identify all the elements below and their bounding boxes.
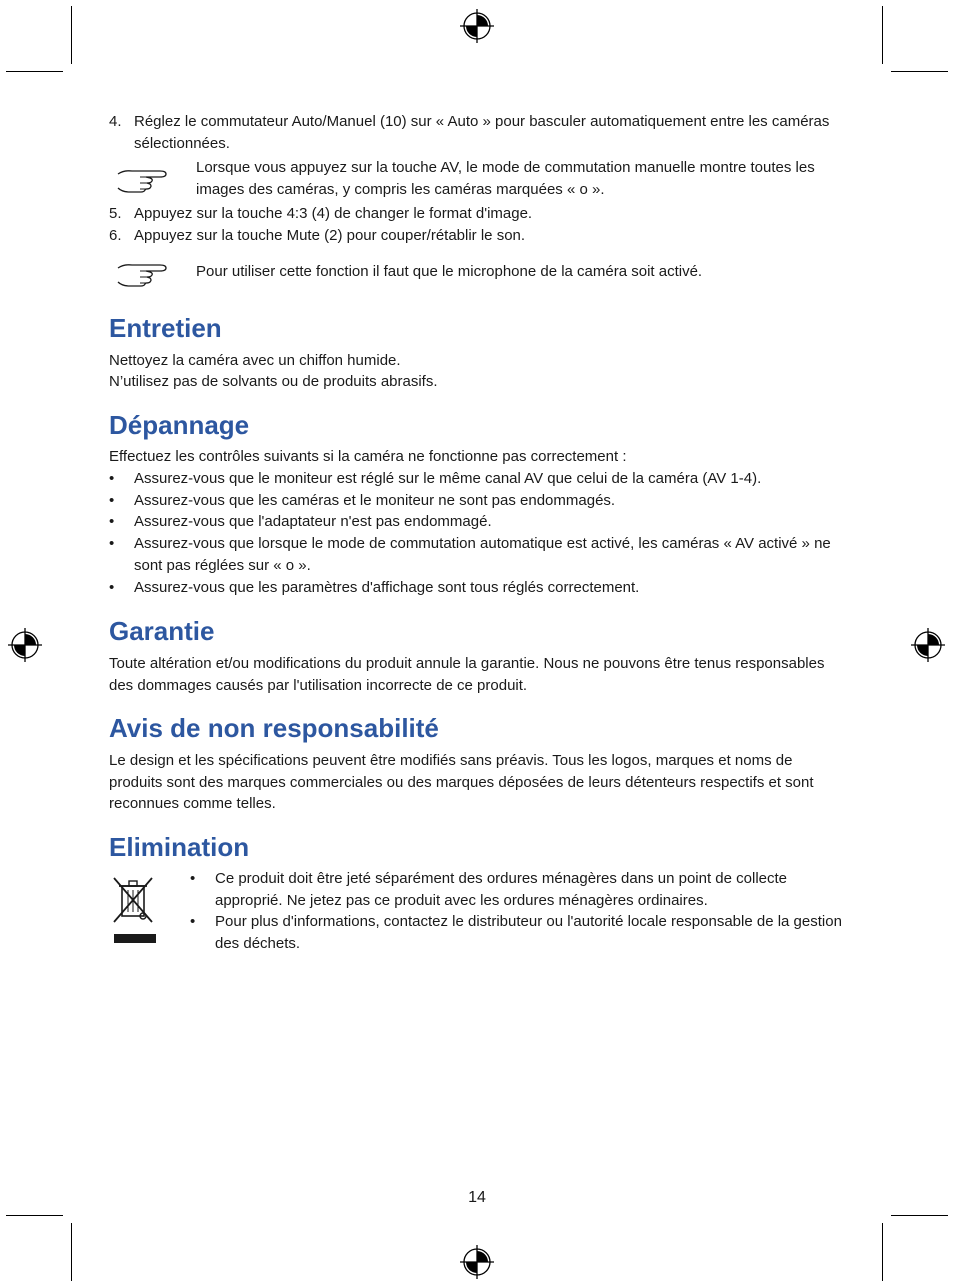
- list-item: [109, 490, 849, 512]
- bullet-glyph: •: [109, 470, 115, 487]
- bullet-list: [109, 468, 849, 598]
- pointing-hand-icon: [116, 258, 170, 288]
- crop-mark: [6, 1215, 63, 1216]
- paragraph: Nettoyez la caméra avec un chiffon humide.: [109, 352, 401, 369]
- list-item: [109, 533, 849, 576]
- list-item: [190, 868, 850, 911]
- crop-mark: [71, 1223, 72, 1281]
- page-number: 14: [468, 1189, 486, 1206]
- step-item: [109, 225, 849, 247]
- registration-mark-icon: [911, 628, 945, 662]
- list-item: [109, 511, 849, 533]
- pointing-hand-icon: [116, 164, 170, 194]
- step-number: 4.: [109, 113, 122, 130]
- bullet-glyph: •: [109, 513, 115, 531]
- bullet-glyph: •: [109, 535, 115, 553]
- registration-mark-icon: [460, 1245, 494, 1279]
- step-number: 6.: [109, 227, 122, 244]
- crop-mark: [882, 1223, 883, 1281]
- note-text: Pour utiliser cette fonction il faut que le microphone de la caméra soit activé.: [196, 263, 703, 280]
- registration-mark-icon: [460, 9, 494, 43]
- paragraph: Toute altération et/ou modifications du produit annule la garantie. Nous ne pouvons être tenus responsables des dommages causés par l'utilisation incorrecte de ce produit.: [109, 655, 825, 694]
- list-item-text: Assurez-vous que le moniteur est réglé sur le même canal AV que celui de la caméra (AV 1-4).: [134, 470, 762, 487]
- list-item-text: Assurez-vous que l'adaptateur n'est pas endommagé.: [134, 513, 492, 531]
- list-item-text: Pour plus d'informations, contactez le distributeur ou l'autorité locale responsable de la gestion des déchets.: [215, 913, 842, 953]
- bullet-list: [190, 868, 850, 955]
- paragraph: N’utilisez pas de solvants ou de produits abrasifs.: [109, 373, 438, 390]
- bullet-glyph: •: [190, 870, 196, 887]
- step-item: [109, 203, 849, 225]
- step-text: Réglez le commutateur Auto/Manuel (10) sur « Auto » pour basculer automatiquement entre les caméras sélectionnées.: [134, 113, 830, 152]
- crop-mark: [891, 71, 948, 72]
- list-item-text: Assurez-vous que les paramètres d'affichage sont tous réglés correctement.: [134, 578, 640, 596]
- section-heading-garantie: Garantie: [109, 616, 215, 646]
- crop-mark: [891, 1215, 948, 1216]
- section-heading-entretien: Entretien: [109, 313, 222, 343]
- bullet-glyph: •: [109, 578, 115, 596]
- bullet-glyph: •: [190, 913, 196, 931]
- list-item-text: Assurez-vous que lorsque le mode de commutation automatique est activé, les caméras « AV activé » ne sont pas réglées sur « o ».: [134, 535, 831, 574]
- section-heading-depannage: Dépannage: [109, 410, 250, 440]
- note-text: Lorsque vous appuyez sur la touche AV, le mode de commutation manuelle montre toutes les images des caméras, y compris les caméras marquées « o ».: [196, 159, 815, 198]
- registration-mark-icon: [8, 628, 42, 662]
- list-item-text: Ce produit doit être jeté séparément des ordures ménagères dans un point de collecte approprié. Ne jetez pas ce produit avec les ordures ménagères ordinaires.: [215, 870, 788, 909]
- paragraph: Le design et les spécifications peuvent être modifiés sans préavis. Tous les logos, marques et noms de produits sont des marques commerciales ou des marques déposées de leurs détenteurs respectifs et sont reconnues comme telles.: [109, 752, 814, 813]
- section-heading-avis: Avis de non responsabilité: [109, 713, 439, 743]
- bullet-glyph: •: [109, 491, 115, 509]
- step-item: [109, 111, 849, 154]
- step-text: Appuyez sur la touche 4:3 (4) de changer le format d'image.: [134, 205, 533, 222]
- list-item: [190, 911, 850, 954]
- step-number: 5.: [109, 205, 122, 222]
- list-item: [109, 468, 849, 490]
- section-heading-elimination: Elimination: [109, 832, 250, 862]
- crop-mark: [71, 6, 72, 64]
- crop-mark: [882, 6, 883, 64]
- crop-mark: [6, 71, 63, 72]
- paragraph: Effectuez les contrôles suivants si la caméra ne fonctionne pas correctement :: [109, 448, 627, 465]
- step-text: Appuyez sur la touche Mute (2) pour couper/rétablir le son.: [134, 227, 526, 244]
- list-item: [109, 577, 849, 599]
- weee-crossed-bin-icon: [110, 872, 158, 948]
- list-item-text: Assurez-vous que les caméras et le moniteur ne sont pas endommagés.: [134, 491, 616, 509]
